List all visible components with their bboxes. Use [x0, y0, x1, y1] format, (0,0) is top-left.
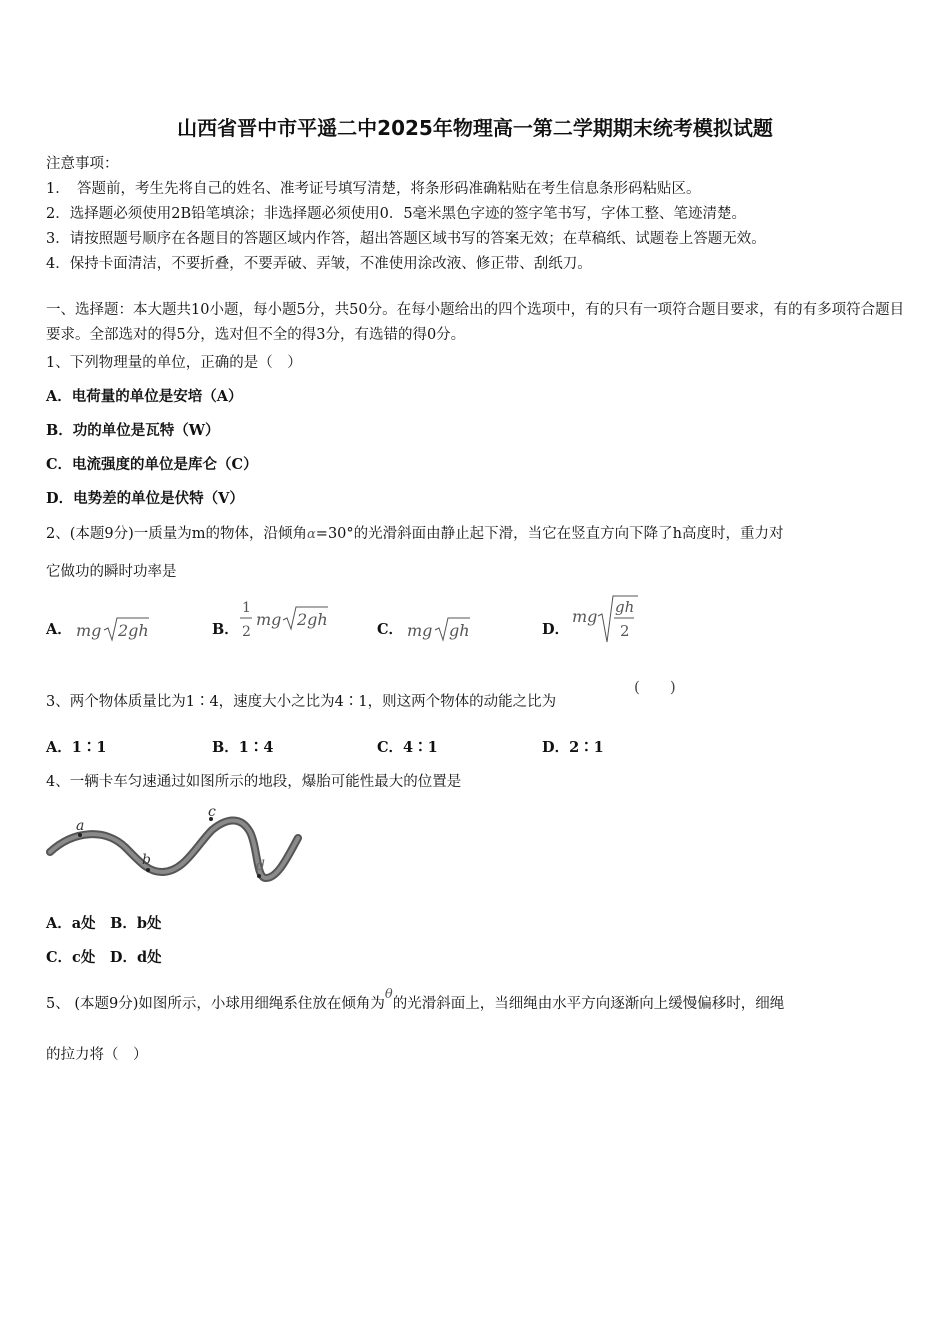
question-2-stem [46, 522, 783, 543]
formula-d [570, 592, 645, 646]
question-4-options-row2: C．c处 D．d处 [46, 949, 162, 966]
question-3-option-a: A．1∶1 [46, 739, 107, 756]
question-3-option-d: D．2∶1 [542, 739, 604, 756]
svg-text:gh: gh [615, 598, 635, 616]
question-4-options-row1: A．a处 B．b处 [46, 915, 162, 932]
question-3-option-c: C．4∶1 [377, 739, 438, 756]
question-3-option-b: B．1∶4 [212, 739, 274, 756]
alpha-symbol: α [307, 527, 316, 542]
question-3-stem: 3、两个物体质量比为1∶4，速度大小之比为4∶1，则这两个物体的动能之比为 [46, 694, 557, 710]
question-1-option-b: B．功的单位是瓦特（W） [46, 422, 220, 439]
notice-item: 3．请按照题号顺序在各题目的答题区域内作答，超出答题区域书写的答案无效；在草稿纸、试题卷上答题无效。 [46, 231, 766, 247]
question-1-stem: 1、下列物理量的单位，正确的是（ ） [46, 355, 302, 371]
question-2-stem-cont: 它做功的瞬时功率是 [46, 564, 177, 580]
theta-symbol: θ [384, 987, 393, 1002]
road-figure [44, 800, 306, 890]
question-1-option-c: C．电流强度的单位是库仑（C） [46, 456, 258, 473]
question-5-stem-cont: 的拉力将（ ） [46, 1047, 148, 1063]
answer-paren: ( ) [634, 678, 676, 696]
section-intro: 一、选择题：本大题共10小题，每小题5分，共50分。在每小题给出的四个选项中，有的只有一项符合题目要求，有的有多项符合题目要求。全部选对的得5分，选对但不全的得3分，有选错的得0分。 [46, 302, 905, 343]
label-c: c [208, 804, 216, 820]
notice-item: 1． 答题前，考生先将自己的姓名、准考证号填写清楚，将条形码准确粘贴在考生信息条形码粘贴区。 [46, 181, 701, 197]
formula-c [405, 612, 475, 644]
point-d-dot [257, 874, 261, 878]
svg-text:mg: mg [572, 607, 598, 626]
question-4-stem: 4、一辆卡车匀速通过如图所示的地段，爆胎可能性最大的位置是 [46, 774, 462, 790]
svg-text:mg: mg [76, 621, 102, 640]
svg-text:1: 1 [242, 600, 251, 616]
question-2-option-c-label: C． [377, 621, 404, 638]
svg-text:2: 2 [242, 624, 251, 640]
svg-text:gh: gh [449, 621, 470, 640]
question-5-stem [46, 987, 785, 1013]
svg-text:2: 2 [620, 622, 630, 640]
label-b: b [142, 852, 151, 868]
question-1-option-a: A．电荷量的单位是安培（A） [46, 388, 243, 405]
svg-text:mg: mg [256, 610, 282, 629]
question-2-option-d-label: D． [542, 621, 570, 638]
question-2-option-b-label: B． [212, 621, 239, 638]
notice-heading: 注意事项： [46, 156, 119, 172]
notice-item: 4．保持卡面清洁，不要折叠，不要弄破、弄皱，不准使用涂改液、修正带、刮纸刀。 [46, 256, 592, 272]
question-1-option-d: D．电势差的单位是伏特（V） [46, 490, 244, 507]
label-d: d [256, 858, 265, 874]
page-title: 山西省晋中市平遥二中2025年物理高一第二学期期末统考模拟试题 [177, 116, 773, 140]
question-5-stem-part: 5、 (本题9分)如图所示，小球用细绳系住放在倾角为 [46, 996, 385, 1012]
svg-text:2gh: 2gh [297, 610, 328, 629]
svg-text:2gh: 2gh [118, 621, 149, 640]
question-5-stem-part: 的光滑斜面上，当细绳由水平方向逐渐向上缓慢偏移时，细绳 [392, 996, 785, 1012]
label-a: a [76, 818, 85, 834]
point-b-dot [146, 868, 150, 872]
notice-item: 2．选择题必须使用2B铅笔填涂；非选择题必须使用0．5毫米黑色字迹的签字笔书写，字体工整、笔迹清楚。 [46, 206, 747, 222]
question-2-option-a-label: A． [46, 621, 72, 638]
question-2-stem-part: 2、(本题9分)一质量为m的物体，沿倾角 [46, 526, 308, 542]
formula-b [238, 598, 333, 644]
svg-text:mg: mg [407, 621, 433, 640]
formula-a [74, 612, 154, 644]
question-2-stem-part: =30°的光滑斜面由静止起下滑，当它在竖直方向下降了h高度时，重力对 [315, 526, 784, 542]
